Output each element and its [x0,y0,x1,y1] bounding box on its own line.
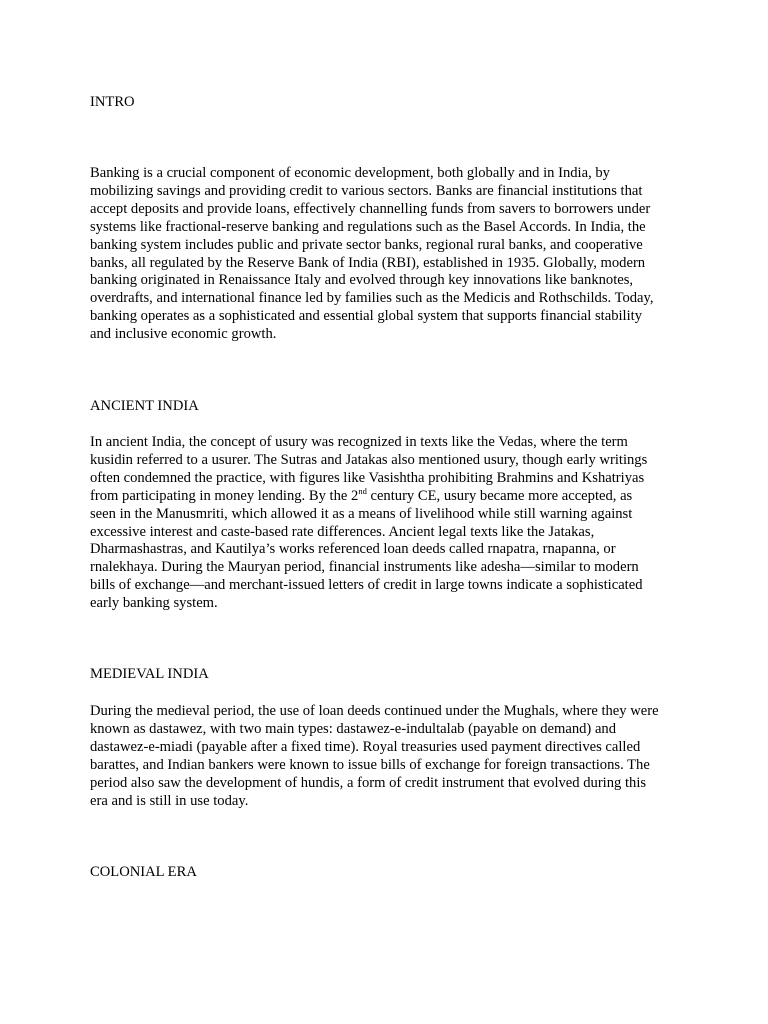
ordinal-superscript: nd [358,485,367,496]
text-line: overdrafts, and international finance led by families such as the Medicis and Rothschilds. Today, [90,290,654,307]
text-line: known as dastawez, with two main types: dastawez-e-indultalab (payable on demand) and [90,720,617,737]
text-segment: century CE, usury became more accepted, as [366,487,633,504]
text-line [90,485,690,506]
text-line: Banking is a crucial component of economic development, both globally and in India, by [90,165,610,181]
ancient-india-heading: ANCIENT INDIA [90,398,199,414]
text-line: rnalekhaya. During the Mauryan period, financial instruments like adesha—similar to modern [90,559,639,576]
text-line: banks, all regulated by the Reserve Bank of India (RBI), established in 1935. Globally, modern [90,254,646,271]
text-line: Dharmashastras, and Kautilya’s works referenced loan deeds called rnapatra, rnapanna, or [90,541,616,558]
intro-heading: INTRO [90,94,135,110]
text-line: often condemned the practice, with figures like Vasishtha prohibiting Brahmins and Kshatriyas [90,469,645,486]
text-line: banking operates as a sophisticated and essential global system that supports financial stability [90,308,643,325]
text-line: early banking system. [90,595,218,612]
intro-paragraph [90,165,690,344]
text-line: banking originated in Renaissance Italy and evolved through key innovations like banknotes, [90,272,634,289]
text-line: era and is still in use today. [90,792,249,809]
text-line: barattes, and Indian bankers were known to issue bills of exchange for foreign transactions. The [90,756,650,773]
text-line: excessive interest and caste-based rate differences. Ancient legal texts like the Jatakas, [90,523,595,540]
text-line: During the medieval period, the use of loan deeds continued under the Mughals, where they were [90,703,659,719]
medieval-india-paragraph [90,703,690,810]
text-line: seen in the Manusmriti, which allowed it as a means of livelihood while still warning against [90,505,633,522]
text-line: period also saw the development of hundis, a form of credit instrument that evolved during this [90,774,647,791]
ancient-india-paragraph [90,434,690,613]
text-line: banking system includes public and private sector banks, regional rural banks, and cooperative [90,236,643,253]
text-line: systems like fractional-reserve banking and regulations such as the Basel Accords. In India, the [90,218,646,235]
text-line: and inclusive economic growth. [90,326,277,343]
text-line: bills of exchange—and merchant-issued letters of credit in large towns indicate a sophisticated [90,577,643,594]
text-line: accept deposits and provide loans, effectively channelling funds from savers to borrowers under [90,200,651,217]
text-line: In ancient India, the concept of usury was recognized in texts like the Vedas, where the term [90,434,628,450]
text-line: mobilizing savings and providing credit to various sectors. Banks are financial institutions that [90,182,643,199]
text-line: dastawez-e-miadi (payable after a fixed time). Royal treasuries used payment directives called [90,738,641,755]
colonial-era-heading: COLONIAL ERA [90,864,197,880]
text-segment: from participating in money lending. By the 2 [90,487,359,504]
text-line: kusidin referred to a usurer. The Sutras and Jatakas also mentioned usury, though early writings [90,451,648,468]
medieval-india-heading: MEDIEVAL INDIA [90,666,209,682]
